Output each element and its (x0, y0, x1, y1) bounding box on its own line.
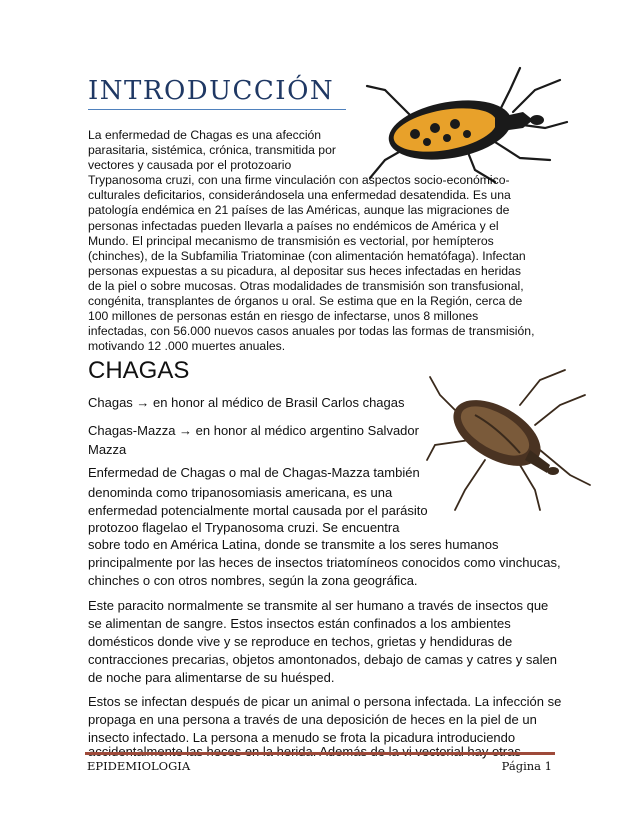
text-line: accidentalmente las heces en la herida. Además de la vi vectorial hay otras (88, 744, 521, 759)
text-line: Este paracito normalmente se transmite al ser humano a través de insectos que (88, 598, 549, 613)
text-line: personas infectadas pueden llevarla a países no endémicos de América y el (88, 218, 499, 233)
text-line: patología endémica en 21 países de las Américas, aunque las migraciones de (88, 203, 510, 218)
text-line: Mundo. El principal mecanismo de transmisión es vectorial, por hemípteros (88, 233, 494, 248)
section-heading: CHAGAS (88, 357, 190, 384)
text-line: principalmente por las heces de insectos triatomíneos conocidos como vinchucas, (88, 555, 561, 570)
text-line: Estos se infectan después de picar un animal o persona infectada. La infección se (88, 694, 562, 709)
page-number: Página 1 (501, 759, 552, 773)
text-line: personas expuestas a su picadura, al depositar sus heces infectadas en heridas (88, 263, 521, 278)
text-line: motivando 12 .000 muertes anuales. (88, 339, 286, 354)
text-line: sobre todo en América Latina, donde se transmite a los seres humanos (88, 537, 499, 552)
text-line: 100 millones de personas están en riesgo de infectarse, unos 8 millones (88, 309, 479, 324)
intro-paragraph (88, 128, 553, 354)
text-line: infectadas, con 56.000 nuevos casos anuales por todas las formas de transmisión, (88, 324, 535, 339)
text-line: denominda como tripanosomiasis americana, es una (88, 485, 393, 500)
text-line: propaga en una persona a través de una deposición de heces en la piel de un (88, 712, 537, 727)
page-title: INTRODUCCIÓN (88, 76, 335, 106)
triatomine-bug-brown-icon (425, 365, 595, 515)
text-line: de noche para alimentarse de su huésped. (88, 670, 335, 685)
text-line: vectores y causada por el protozoario (88, 158, 292, 173)
text-line: contracciones precarias, objetos amontonados, debajo de camas y catres y salen (88, 652, 557, 667)
footer-title: EPIDEMIOLOGIA (87, 759, 191, 773)
text-line: chinches o con otros nombres, según la zona geográfica. (88, 573, 418, 588)
text-line: La enfermedad de Chagas es una afección (88, 128, 322, 142)
text-line: (chinches), de la Subfamilia Triatominae (con alimentación hematófaga). Infectan (88, 248, 526, 263)
etymology-mazza-cont: Mazza (88, 442, 127, 457)
text-line: Enfermedad de Chagas o mal de Chagas-Mazza también (88, 465, 420, 480)
text-line: domésticos donde vive y se reproduce en techos, grietas y hendiduras de (88, 634, 513, 649)
text-line: de la piel o sobre mucosas. Otras modalidades de transmisión son transfusional, (88, 278, 524, 293)
title-underline (88, 109, 346, 110)
text-line: insecto infectado. La persona a menudo se frota la picadura introduciendo (88, 730, 516, 745)
text-line: congénita, transplantes de órganos u oral. Se estima que en la Región, cerca de (88, 294, 523, 309)
etymology-chagas: Chagas → en honor al médico de Brasil Carlos chagas (88, 395, 405, 410)
text-line: se alimentan de sangre. Estos insectos están confinados a los ambientes (88, 616, 511, 631)
text-line: parasitaria, sistémica, crónica, transmitida por (88, 143, 336, 158)
text-line: culturales deficitarios, considerándosela una enfermedad desatendida. Es una (88, 188, 511, 203)
text-line: protozoo flagelao el Trypanosoma cruzi. Se encuentra (88, 520, 400, 535)
etymology-mazza: Chagas-Mazza → en honor al médico argentino Salvador (88, 423, 419, 438)
footer-divider (85, 752, 555, 755)
text-line: enfermedad potencialmente mortal causada por el parásito (88, 503, 428, 518)
text-line: Trypanosoma cruzi, con una firme vinculación con aspectos socio-económico- (88, 173, 510, 188)
